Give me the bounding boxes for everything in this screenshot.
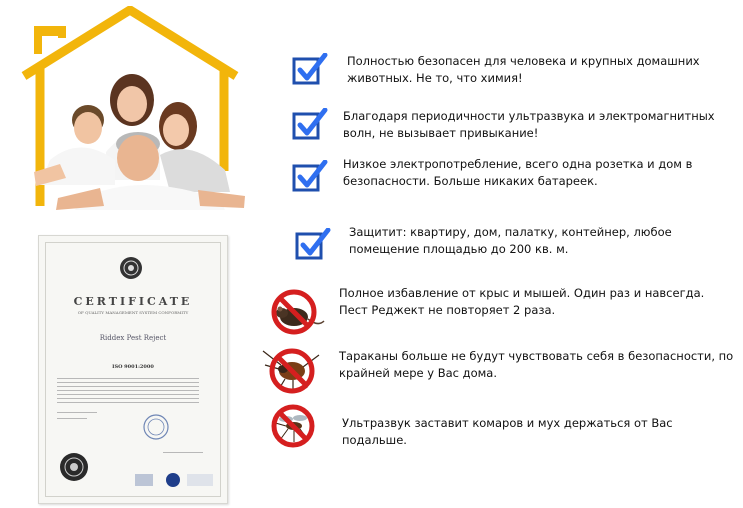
- checkbox-icon: [292, 108, 328, 142]
- accreditation-logos-icon: [135, 472, 215, 488]
- feature-low-power-text: Низкое электропотребление, всего одна розетка и дом в безопасности. Больше никаких батареек.: [343, 157, 693, 188]
- checkbox-icon: [295, 228, 331, 262]
- certificate-title: CERTIFICATE: [73, 295, 193, 308]
- family-photo: [20, 60, 250, 210]
- no-mosquitoes-icon: [264, 402, 322, 450]
- certificate-reg-line: [57, 418, 87, 419]
- feature-mosquitoes-text: Ультразвук заставит комаров и мух держаться от Вас подальше.: [342, 416, 673, 447]
- certificate-standard: ISO 9001:2000: [112, 364, 154, 370]
- feature-cockroaches-text: Тараканы больше не будут чувствовать себя в безопасности, по крайней мере у Вас дома.: [339, 349, 734, 380]
- no-rats-icon: [266, 287, 326, 337]
- feature-no-habituation-text: Благодаря периодичности ультразвука и электромагнитных волн, не вызывает привыкание!: [343, 109, 715, 140]
- checkbox-icon: [292, 53, 328, 87]
- certificate-subtitle: OF QUALITY MANAGEMENT SYSTEM CONFORMITY: [77, 310, 189, 315]
- seal-icon: [119, 256, 143, 280]
- feature-coverage-text: Защитит: квартиру, дом, палатку, контейнер, любое помещение площадью до 200 кв. м.: [349, 225, 672, 256]
- certificate-company: Riddex Pest Reject: [99, 334, 167, 342]
- certificate-date-line: [163, 452, 203, 453]
- checkbox-icon: [292, 160, 328, 194]
- certificate-body-text: [57, 378, 199, 406]
- quality-certificate: [38, 235, 228, 504]
- stamp-icon: [143, 414, 169, 440]
- feature-safety-text: Полностью безопасен для человека и крупных домашних животных. Не то, что химия!: [347, 54, 700, 85]
- certificate-reg-line: [57, 412, 97, 413]
- no-cockroaches-icon: [259, 345, 325, 395]
- feature-rats-text: Полное избавление от крыс и мышей. Один раз и навсегда. Пест Реджект не повторяет 2 раза.: [339, 286, 705, 317]
- emblem-icon: [59, 452, 89, 482]
